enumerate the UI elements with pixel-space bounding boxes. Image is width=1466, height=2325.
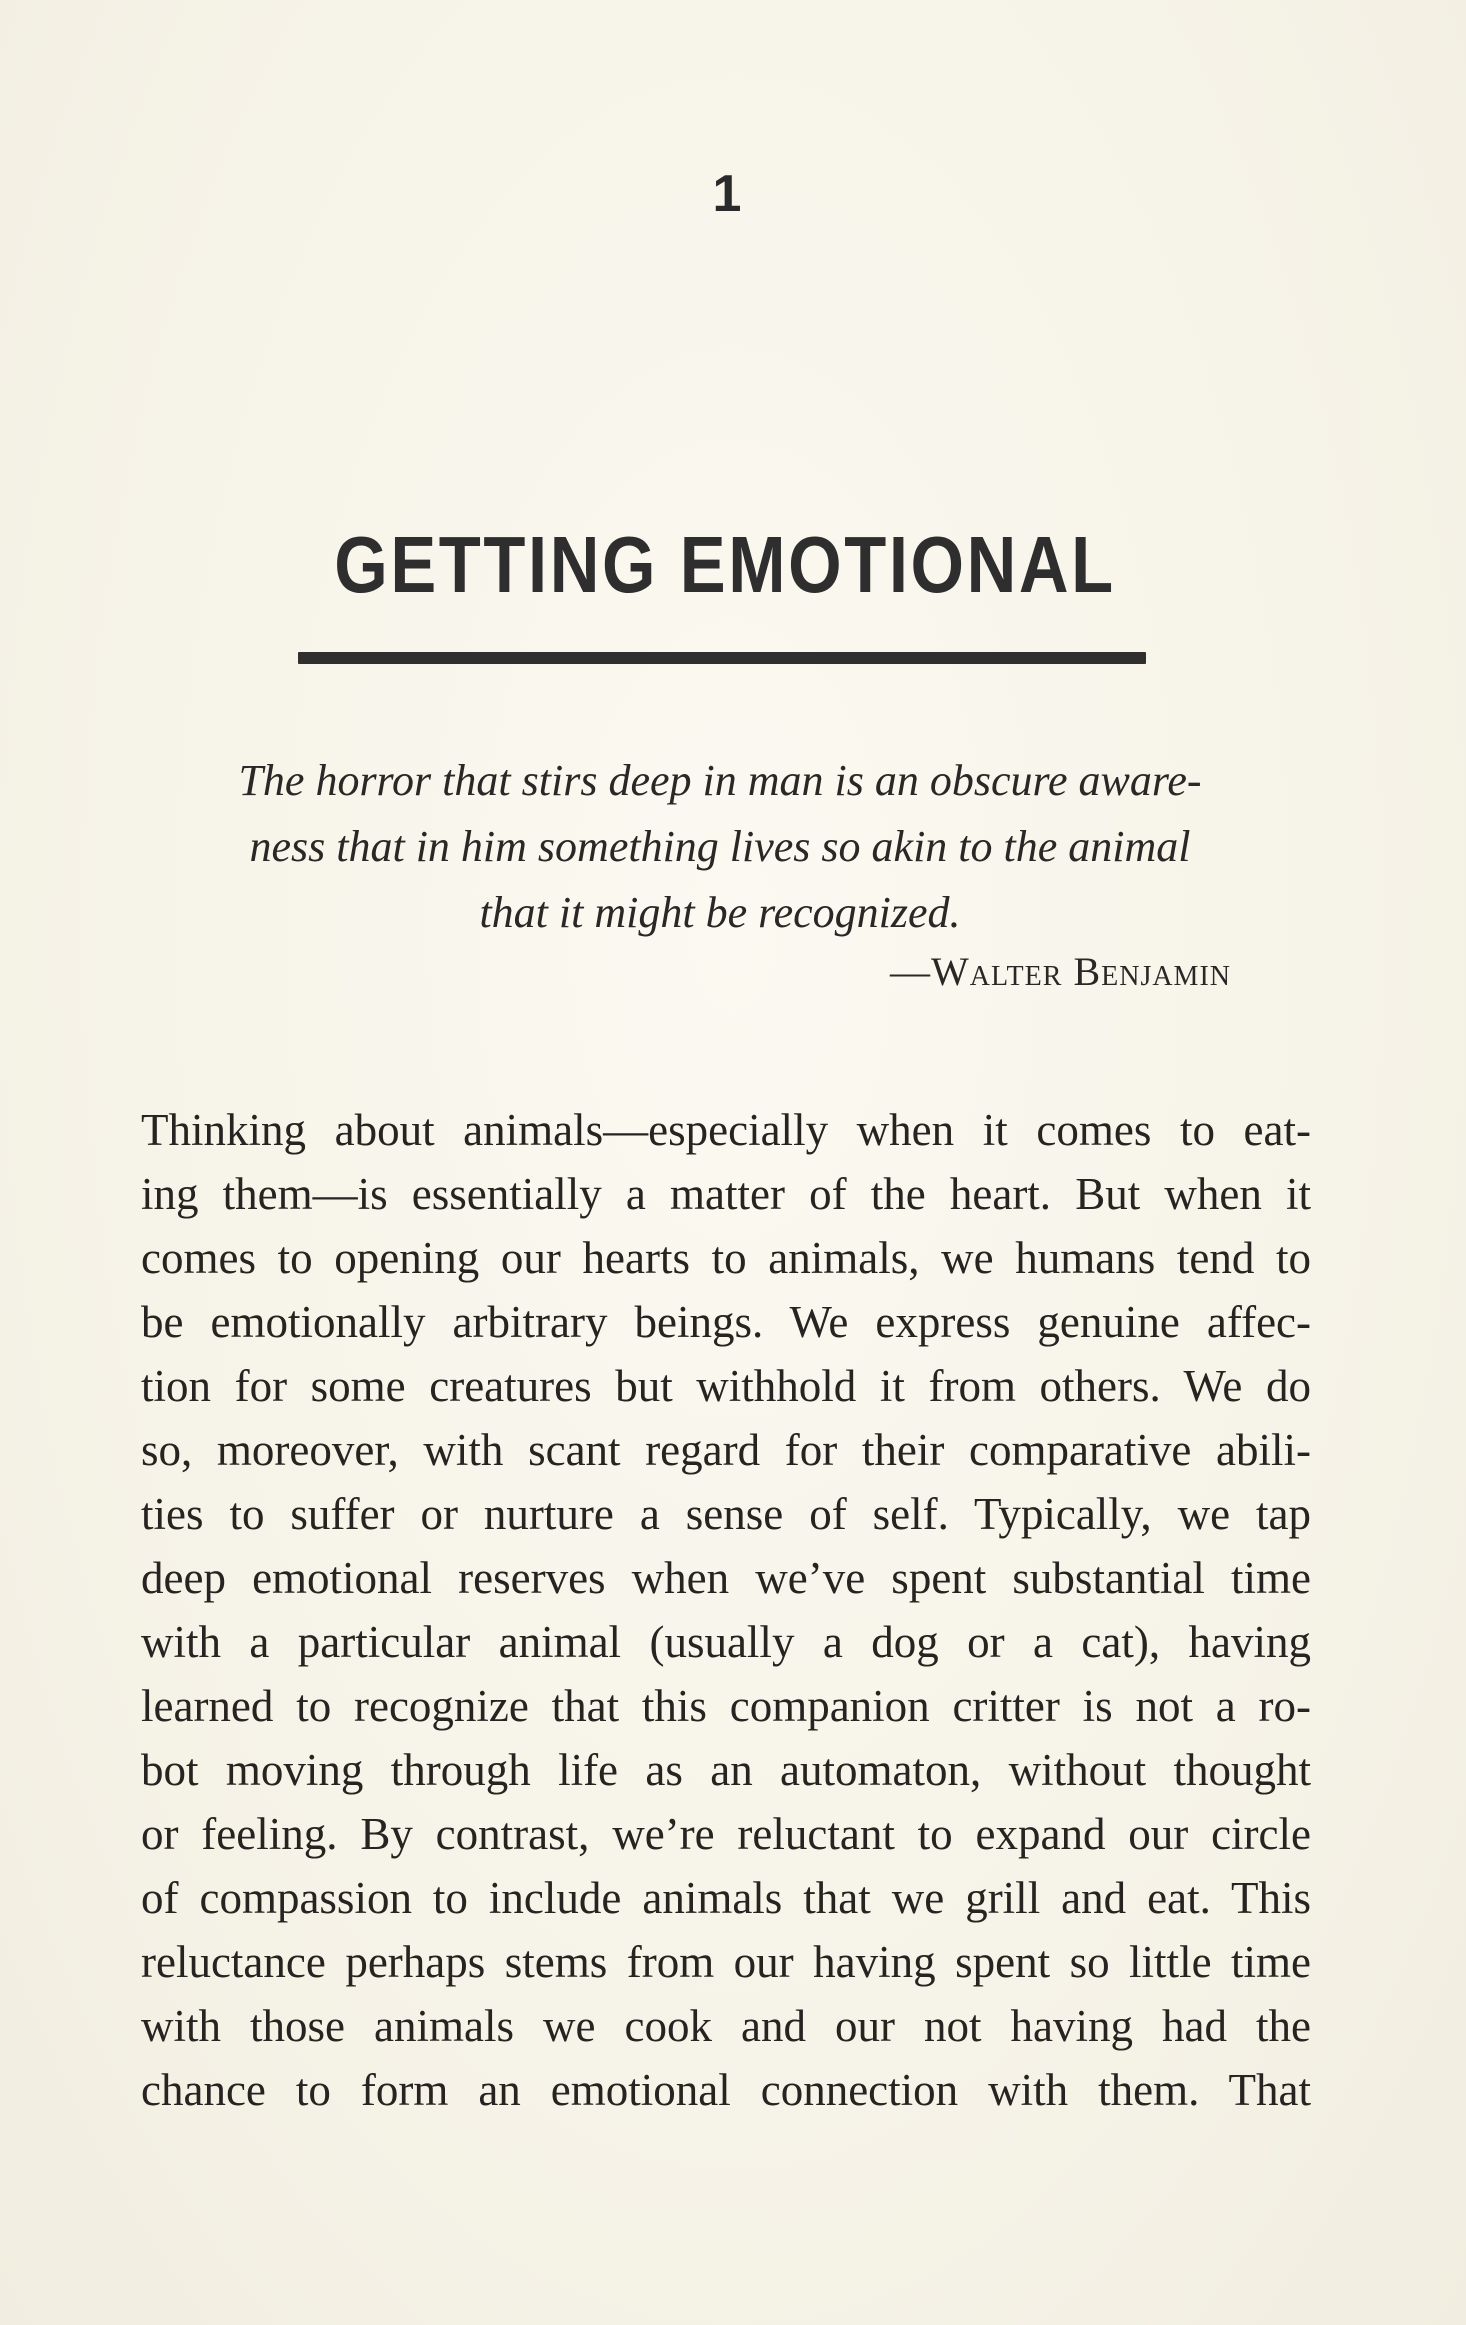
body-line: ing them—is essentially a matter of the heart. But when it [141, 1169, 1311, 1219]
epigraph-line: The horror that stirs deep in man is an obscure aware- [238, 756, 1202, 805]
body-line: or feeling. By contrast, we’re reluctant to expand our circle [141, 1809, 1311, 1859]
body-line: of compassion to include animals that we grill and eat. This [141, 1873, 1311, 1923]
epigraph [200, 748, 1240, 946]
body-line: with those animals we cook and our not having had the [141, 2001, 1311, 2051]
epigraph-attribution: —Walter Benjamin [890, 949, 1231, 994]
body-line: bot moving through life as an automaton, without thought [141, 1745, 1311, 1795]
body-line: be emotionally arbitrary beings. We express genuine affec- [141, 1297, 1311, 1347]
body-line: reluctance perhaps stems from our having spent so little time [141, 1937, 1311, 1987]
chapter-title: GETTING EMOTIONAL [334, 520, 1116, 609]
body-paragraph [141, 1098, 1311, 2122]
epigraph-line: ness that in him something lives so akin to the animal [249, 822, 1191, 871]
body-line: chance to form an emotional connection with them. That [141, 2065, 1311, 2115]
body-line: learned to recognize that this companion critter is not a ro- [141, 1681, 1311, 1731]
body-line: ties to suffer or nurture a sense of self. Typically, we tap [141, 1489, 1311, 1539]
body-line: Thinking about animals—especially when it comes to eat- [141, 1105, 1311, 1155]
chapter-number: 1 [712, 165, 742, 223]
epigraph-line: that it might be recognized. [479, 888, 961, 937]
body-line: comes to opening our hearts to animals, we humans tend to [141, 1233, 1311, 1283]
body-line: with a particular animal (usually a dog or a cat), having [141, 1617, 1311, 1667]
body-line: so, moreover, with scant regard for their comparative abili- [141, 1425, 1311, 1475]
body-line: deep emotional reserves when we’ve spent substantial time [141, 1553, 1311, 1603]
body-line: tion for some creatures but withhold it from others. We do [141, 1361, 1311, 1411]
title-rule [298, 652, 1146, 664]
